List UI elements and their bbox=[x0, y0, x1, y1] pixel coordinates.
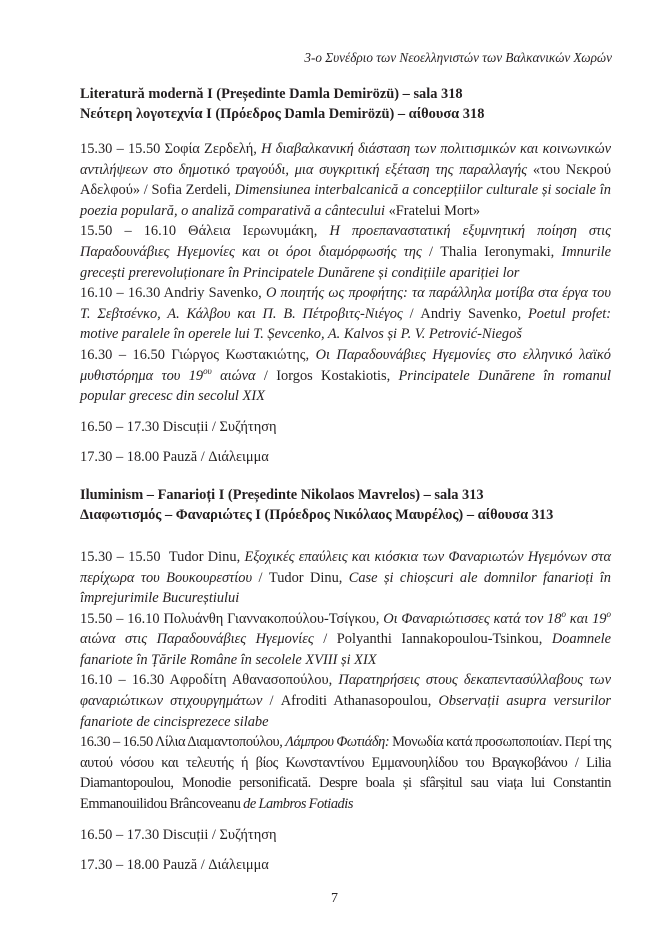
entry-quote-ro: «Fratelui Mort» bbox=[388, 202, 481, 219]
program-entry bbox=[80, 139, 611, 221]
entry-author-ro: Sofia Zerdeli, bbox=[151, 182, 231, 199]
session-2-entries bbox=[80, 547, 611, 815]
entry-separator: / bbox=[258, 569, 263, 586]
entry-separator: / bbox=[574, 754, 579, 771]
entry-time: 15.30 – 15.50 bbox=[80, 141, 161, 157]
entry-title-el: Παρατηρήσεις στους δεκαπεντασύλλαβους των φαναριώτικων στιχουργημάτων bbox=[80, 672, 611, 710]
entry-author-ro: Tudor Dinu, bbox=[268, 569, 343, 586]
entry-quote-el: «του Νεκρού Αδελφού» bbox=[80, 161, 611, 199]
break-slot: 17.30 – 18.00 Pauză / Διάλειμμα bbox=[80, 449, 269, 466]
program-content bbox=[80, 84, 611, 876]
page-number: 7 bbox=[331, 891, 338, 906]
entry-title-ro: Case și chioșcuri ale domnilor fanarioți în împrejurimile Bucureștiului bbox=[80, 569, 611, 607]
entry-author-ro: Iorgos Kostakiotis, bbox=[276, 367, 391, 384]
entry-author-el: Αφροδίτη Αθανασοπούλου, bbox=[169, 672, 333, 689]
discussion-slot: 16.50 – 17.30 Discuții / Συζήτηση bbox=[80, 826, 277, 843]
entry-separator: / bbox=[263, 367, 268, 384]
program-entry bbox=[80, 547, 611, 609]
entry-separator: / bbox=[409, 305, 414, 322]
entry-separator: / bbox=[323, 631, 328, 648]
session-1-title-el: Νεότερη λογοτεχνία I (Πρόεδρος Damla Demirözü) – αίθουσα 318 bbox=[80, 106, 485, 122]
entry-title-ro: Poetul profet: motive paralele în operele lui T. Șevcenko, A. Kalvos și P. V. Petrović-Niegoš bbox=[80, 305, 612, 343]
entry-title-el: Οι Παραδουνάβιες Ηγεμονίες στο ελληνικό λαϊκό μυθιστόρημα του $19^{o\upsilon}$ αιώνα bbox=[80, 346, 611, 384]
session-2 bbox=[80, 485, 611, 876]
session-2-title-el: Διαφωτισμός – Φαναριώτες I (Πρόεδρος Νικόλαος Μαυρέλος) – αίθουσα 313 bbox=[80, 506, 554, 523]
entry-title-el: Εξοχικές επαύλεις και κιόσκια των Φαναριωτών Ηγεμόνων στα περίχωρα του Βουκουρεστίου bbox=[80, 548, 612, 586]
entry-time: 15.50 – 16.10 bbox=[80, 610, 160, 627]
entry-author-el: Θάλεια Ιερωνυμάκη, bbox=[188, 223, 318, 240]
entry-author-el: Σοφία Ζερδελή, bbox=[164, 141, 257, 157]
running-header: 3-ο Συνέδριο των Νεοελληνιστών των Βαλκανικών Χωρών bbox=[304, 50, 612, 65]
program-entry bbox=[80, 345, 611, 407]
entry-time: 16.10 – 16.30 bbox=[80, 285, 161, 302]
entry-text-ro: Monodie personificată. Despre boala și sfârșitul sau viața lui Constantin Emmanouilidou Brâncoveanu bbox=[80, 775, 612, 813]
entry-time: 16.10 – 16.30 bbox=[80, 672, 165, 689]
break-slot: 17.30 – 18.00 Pauză / Διάλειμμα bbox=[80, 857, 269, 874]
entry-author-ro: Andriy Savenko, bbox=[420, 305, 522, 322]
session-1-title-ro: Literatură modernă I (Președinte Damla Demirözü) – sala 318 bbox=[80, 86, 463, 102]
program-entry bbox=[80, 609, 611, 671]
entry-author-el: Γιώργος Κωστακιώτης, bbox=[171, 346, 310, 363]
entry-title-ro: Observații asupra versurilor fanariote de cincisprezece silabe bbox=[80, 693, 612, 730]
entry-time: 15.50 – 16.10 bbox=[80, 223, 177, 240]
entry-title-el: Η προεπαναστατική εξυμνητική ποίηση στις Παραδουνάβιες Ηγεμονίες και οι όροι διαμόρφωσής της bbox=[80, 223, 612, 260]
entry-author-ro: Polyanthi Iannakopoulou-Tsinkou, bbox=[336, 631, 543, 648]
entry-title-el: Λάμπρου Φωτιάδη: bbox=[285, 734, 390, 751]
entry-author-el: Tudor Dinu, bbox=[168, 548, 241, 565]
discussion-slot: 16.50 – 17.30 Discuții / Συζήτηση bbox=[80, 418, 277, 435]
entry-separator: / bbox=[143, 182, 148, 199]
entry-title-el: Η διαβαλκανική διάσταση των πολιτισμικών και κοινωνικών αντιλήψεων στο δημοτικό τραγούδι, μια συγκριτική εξέταση της παραλλαγής bbox=[80, 141, 611, 178]
entry-time: 16.30 – 16.50 bbox=[80, 734, 153, 751]
entry-title-ro: Dimensiunea interbalcanică a concepțiilor culturale și sociale în poezia populară, o analiză comparativă a cântecului bbox=[80, 182, 611, 219]
program-entry bbox=[80, 283, 611, 345]
entry-title-el: Ο ποιητής ως προφήτης: τα παράλληλα μοτίβα στα έργα του Τ. Σεβτσένκο, Α. Κάλβου και Π. Β. Πέτροβιτς-Νιέγος bbox=[80, 285, 611, 322]
program-entry bbox=[80, 670, 611, 732]
program-entry bbox=[80, 221, 611, 283]
entry-title-ro: Imnurile grecești prerevoluționare în Principatele Dunărene și condițiile apariției lor bbox=[80, 243, 611, 281]
entry-time: 15.30 – 15.50 bbox=[80, 548, 161, 565]
entry-text-el: Μονωδία κατά προσωποποιίαν. Περί της αυτού νόσου και τελευτής ή βίος Κωνσταντίνου Εμμανουηλίδου του Βραγκοβάνου bbox=[80, 734, 611, 771]
entry-author-ro: Lilia Diamantopoulou, bbox=[80, 754, 611, 792]
entry-author-ro: Thalia Ieronymaki, bbox=[440, 243, 555, 260]
entry-time: 16.30 – 16.50 bbox=[80, 346, 165, 363]
entry-title-el: Οι Φαναριώτισσες κατά τον $18^o$ και $19^o$ αιώνα στις Παραδουνάβιες Ηγεμονίες bbox=[80, 608, 611, 648]
entry-title-ro: Principatele Dunărene în romanul popular grecesc din secolul XIX bbox=[80, 367, 611, 405]
entry-author-ro: Afroditi Athanasopoulou, bbox=[280, 693, 432, 710]
entry-author-el: Πολυάνθη Γιαννακοπούλου-Τσίγκου, bbox=[163, 610, 380, 627]
entry-separator: / bbox=[429, 243, 434, 260]
session-1-entries bbox=[80, 139, 611, 407]
entry-separator: / bbox=[269, 693, 274, 710]
program-entry bbox=[80, 732, 611, 814]
entry-author-el: Λίλια Διαμαντοπούλου, bbox=[154, 734, 283, 751]
entry-title-ro: de Lambros Fotiadis bbox=[243, 796, 354, 813]
entry-author-el: Andriy Savenko, bbox=[163, 285, 262, 302]
session-1 bbox=[80, 84, 611, 468]
session-2-title-ro: Iluminism – Fanarioți I (Președinte Nikolaos Mavrelos) – sala 313 bbox=[80, 486, 484, 503]
entry-title-ro: Doamnele fanariote în Țările Române în secolele XVIII și XIX bbox=[80, 631, 611, 668]
